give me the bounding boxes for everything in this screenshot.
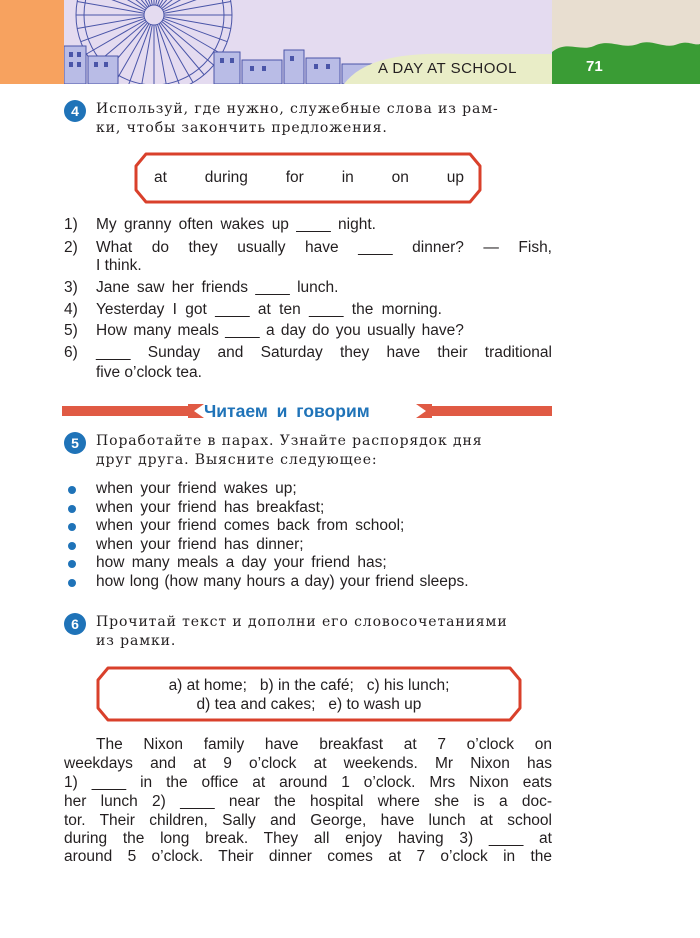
exercise-item-number: 2) [64,239,78,256]
word-option: for [285,169,304,186]
header-green-block [552,0,700,84]
task-5-instruction-line: друг друга. Выясните следующее: [96,452,378,468]
text-line: 1) ____ in the office at around 1 o’clock. Mrs Nixon eats [64,774,552,791]
exercise-item: Jane saw her friends ____ lunch. [96,279,339,296]
exercise-item-continuation: five o’clock tea. [96,364,202,381]
bullet-icon [68,579,76,587]
chapter-title: A DAY AT SCHOOL [378,60,517,77]
text-line: tor. Their children, Sally and George, have lunch at school [64,812,552,829]
task-6-instruction [96,613,552,651]
section-banner-bar-right [430,406,552,416]
exercise-item: My granny often wakes up ____ night. [96,216,376,233]
exercise-item-number: 1) [64,216,78,233]
bullet-icon [68,523,76,531]
exercise-item-number: 5) [64,322,78,339]
text-line: weekdays and at 9 o’clock at weekends. Mr Nixon has [64,755,552,772]
page-number: 71 [586,58,603,75]
exercise-item: ____ Sunday and Saturday they have their traditional [96,344,552,361]
bullet-item: when your friend comes back from school; [96,517,405,534]
word-option: at [154,169,167,186]
task-4-instruction-line: ки, чтобы закончить предложения. [96,120,388,136]
bullet-item: when your friend has breakfast; [96,499,325,516]
bullet-item: how many meals a day your friend has; [96,554,387,571]
section-banner-bar-left [62,406,190,416]
task-4-instruction-line: Используй, где нужно, служебные слова из рам- [96,101,499,117]
exercise-item: How many meals ____ a day do you usually have? [96,322,464,339]
phrase-box-line: a) at home; b) in the cafе́; c) his lunch; [168,677,450,694]
header-orange-block [0,0,64,84]
task-6-instruction-line: Прочитай текст и дополни его словосочетаниями [96,614,508,630]
exercise-item-number: 4) [64,301,78,318]
text-line: her lunch 2) ____ near the hospital where she is a doc- [64,793,552,810]
bullet-icon [68,505,76,513]
text-line: The Nixon family have breakfast at 7 o’clock on [96,736,552,753]
word-box [154,169,464,187]
task-5-instruction [96,432,552,470]
text-line: around 5 o’clock. Their dinner comes at 7 o’clock in the [64,848,552,865]
task-number-4: 4 [64,100,86,122]
exercise-item-number: 6) [64,344,78,361]
phrase-box-line: d) tea and cakes; e) to wash up [196,696,422,713]
word-option: on [391,169,409,186]
text-line: during the long break. They all enjoy having 3) ____ at [64,830,552,847]
bullet-item: how long (how many hours a day) your friend sleeps. [96,573,469,590]
exercise-item-number: 3) [64,279,78,296]
section-banner-arrow-left [188,404,204,418]
exercise-item: Yesterday I got ____ at ten ____ the morning. [96,301,442,318]
task-5-instruction-line: Поработайте в парах. Узнайте распорядок дня [96,433,483,449]
bullet-icon [68,560,76,568]
bullet-item: when your friend wakes up; [96,480,297,497]
bullet-icon [68,486,76,494]
task-number-5: 5 [64,432,86,454]
task-number-6: 6 [64,613,86,635]
task-6-instruction-line: из рамки. [96,633,177,649]
exercise-item-continuation: I think. [96,257,142,274]
task-4-instruction [96,100,552,138]
word-option: during [204,169,248,186]
bullet-icon [68,542,76,550]
bullet-item: when your friend has dinner; [96,536,304,553]
exercise-item: What do they usually have ____ dinner? — Fish, [96,239,552,256]
word-option: in [341,169,354,186]
section-title: Читаем и говорим [204,401,370,421]
word-option: up [446,169,464,186]
